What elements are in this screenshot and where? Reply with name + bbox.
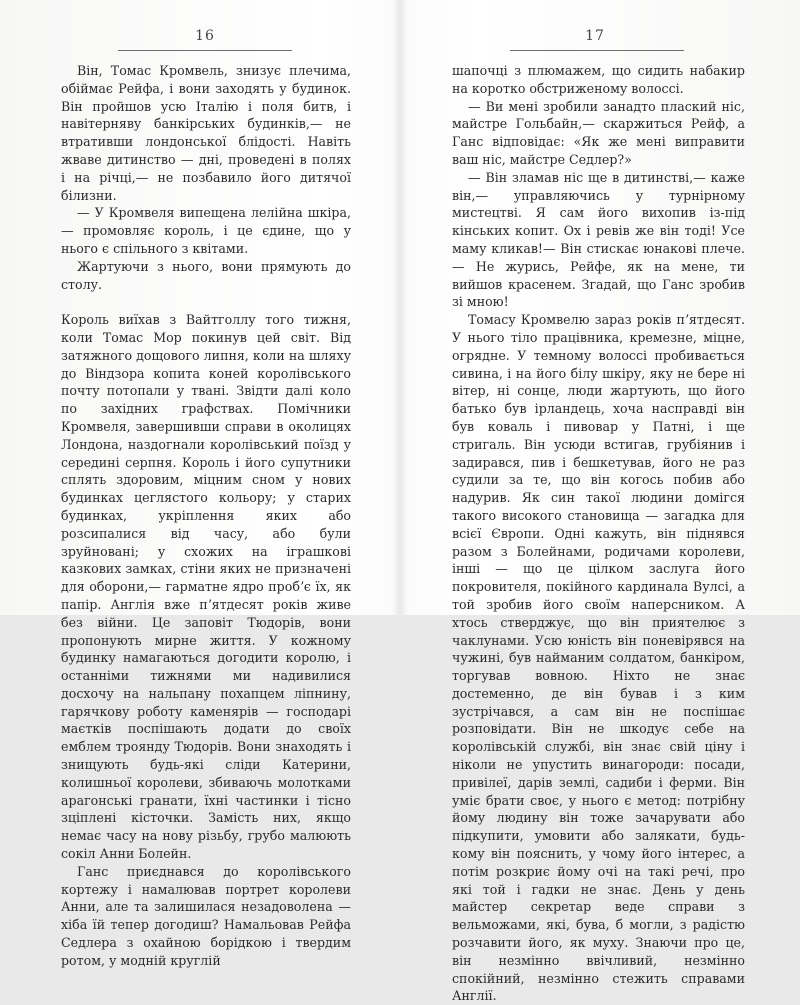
paragraph: Жартуючи з нього, вони прямують до столу.	[61, 258, 351, 292]
paragraph: — Він зламав ніс ще в дитинстві,— каже він,— управляючись у турнірному мистецтві. Я сам його вихопив із-під кінських копит. Ох і ревів же він тоді! Усе маму кликав!— Він стискає юнакові плече.— Не журись, Рейфе, як на мене, ти вийшов красенем. Згадай, що Ганс зробив зі мною!	[452, 169, 745, 310]
paragraph: шапочці з плюмажем, що сидить набакир на коротко обстриженому волоссі.	[452, 63, 745, 96]
left-page-text	[61, 62, 351, 970]
header-rule-left	[118, 50, 292, 51]
paragraph: Ганс приєднався до королівського кортежу і намалював портрет королеви Анни, але та залишилася незадоволена — хіба їй тепер догодиш? Намальовав Рейфа Седлера з охайною борідкою і твердим ротом, у модній круглій	[61, 863, 351, 968]
page-number-right: 17	[585, 28, 605, 44]
paragraph: Томасу Кромвелю зараз років пʼятдесят. У нього тіло працівника, кремезне, міцне, огрядне. У темному волоссі пробивається сивина, і на його білу шкіру, яку не бере ні вітер, ні сонце, люди жартують, що його батько був ірландець, хоча насправді він був коваль і пивовар у Патні, і ще стригаль. Він усюди встигав, грубіянив і задирався, пив і бешкетував, його не раз судили за те, що він когось побив або надурив. Як син такої людини домігся такого високого становища — загадка для всієї Європи. Одні кажуть, він піднявся разом з Болейнами, родичами королеви, інші — що це цілком заслуга його покровителя, покійного кардинала Вулсі, а той зробив його своїм наперсником. А хтось стверджує, що він приятелює з чаклунами. Усю юність він поневірявся на чужині, був найманим солдатом, банкіром, торгував вовною. Ніхто не знає достеменно, де він бував і з ким зустрічався, а сам він не поспішає розповідати. Він не шкодує себе на королівській службі, він знає свій ціну і ніколи не упустить винагороди: посади, привілеї, дарів землі, садиби і ферми. Він уміє брати своє, у нього є метод: потрібну йому людину він тоже зачарувати або підкупити, умовити або залякати, будь-кому він пояснить, у чому його інтерес, а потім розкриє йому очі на такі речі, про які той і гадки не знає. День у день майстер секретар веде справи з вельможами, які, бува, б могли, з радістю розчавити його, як муху. Знаючи про це, він незмінно ввічливий, незмінно спокійний, незмінно стежить справами Англії.	[452, 312, 745, 1004]
right-page	[400, 0, 800, 1004]
paragraph: Він, Томас Кромвель, знизує плечима, обіймає Рейфа, і вони заходять у будинок. Він пройшов усю Італію і поля битв, і навітерняву банкірських будинків,— не втративши лондонської блідості. Навіть жваве дитинство — дні, проведені в полях і на річці,— не позбавило його дитячої білизни.	[61, 63, 351, 203]
paragraph: Король виїхав з Вайтголлу того тижня, коли Томас Мор покинув цей світ. Від затяжного дощового липня, коли на шляху до Віндзора копита коней королівського почту потопали у твані. Звідти далі коло по західних графствах. Помічники Кромвеля, завершивши справи в околицях Лондона, наздогнали королівський поїзд у середині серпня. Король і його супутники сплять здоровим, міцним сном у нових будинках цеглястого кольору; у старих будинках, укріплення яких або розсипалися від часу, або були зруйновані; у схожих на іграшкові казкових замках, стіни яких не призначені для оборони,— гарматне ядро пробʼє їх, як папір. Англія вже пʼятдесят років живе без війни. Це заповіт Тюдорів, вони пропонують мирне життя. У кожному будинку намагаються догодити королю, і останніми тижнями ми надивилися досхочу на нальпану похапцем ліпнину, гарячкову роботу каменярів — господарі маєтків поспішають додати до своїх емблем троянду Тюдорів. Вони знаходять і знищують будь-які сліди Катерини, колишньої королеви, збиваючь молотками арагонські гранати, їхні частинки і тісно зціплені кісточки. Замість них, якщо немає часу на нову різьбу, грубо малюють сокіл Анни Болейн.	[61, 312, 351, 862]
paragraph: — У Кромвеля випещена лелійна шкіра,— промовляє король, і це єдине, що у нього є спільного з квітами.	[61, 205, 351, 256]
header-rule-right	[510, 50, 684, 51]
section-break	[61, 293, 351, 311]
left-page	[0, 0, 400, 968]
right-page-text	[452, 62, 745, 1005]
page-number-left: 16	[195, 28, 215, 44]
paragraph: — Ви мені зробили занадто плаский ніс, майстре Гольбайн,— скаржиться Рейф, а Ганс відповідає: «Як же мені виправити ваш ніс, майстре Седлер?»	[452, 98, 745, 167]
